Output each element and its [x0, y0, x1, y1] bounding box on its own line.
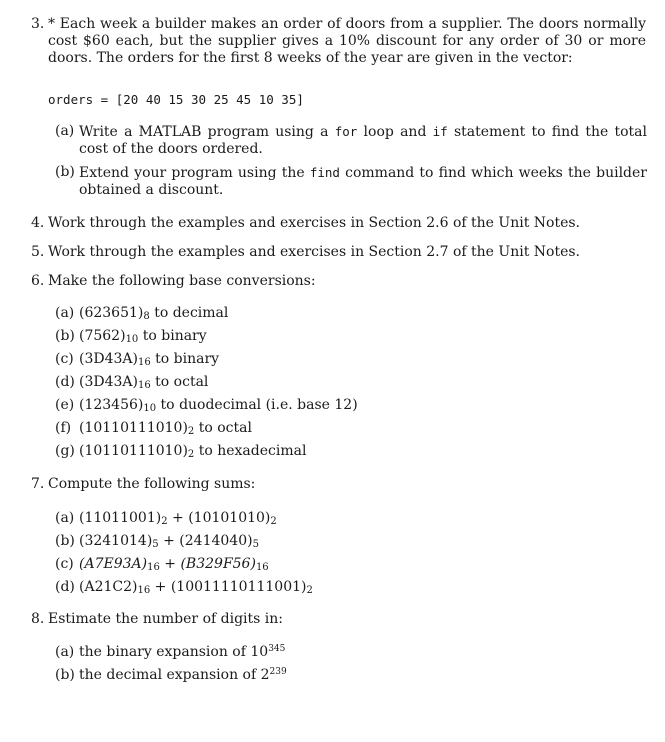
number-value: (10101010) — [188, 510, 271, 526]
problem-number: 8. — [31, 611, 45, 627]
number-value: (623651) — [79, 305, 144, 321]
number-value: (11011001) — [79, 510, 162, 526]
base-subscript: 5 — [152, 539, 159, 550]
problem-number: 6. — [31, 273, 45, 289]
subproblem-text: command to find which weeks the builder obtained a discount. — [79, 165, 648, 198]
item-text: to duodecimal (i.e. base 12) — [156, 397, 358, 413]
item-label: (b) — [55, 667, 75, 683]
base-subscript: 2 — [161, 516, 168, 527]
base-subscript: 10 — [125, 334, 139, 345]
item-text: to decimal — [149, 305, 229, 321]
item-label: (d) — [55, 579, 75, 595]
subproblem-label: (a) — [55, 123, 75, 139]
item-text: to hexadecimal — [194, 443, 307, 459]
number-value: (7562) — [79, 328, 126, 344]
base-subscript: 16 — [255, 562, 269, 573]
list-item — [55, 556, 313, 579]
base-subscript: 2 — [187, 449, 195, 460]
base-subscript: 16 — [137, 357, 151, 368]
problem-number: 4. — [31, 215, 45, 231]
plus-sign: + — [158, 533, 180, 549]
item-text: to octal — [194, 420, 252, 436]
keyword-for: for — [334, 124, 358, 139]
item-label: (c) — [55, 556, 74, 572]
list-item — [55, 351, 358, 374]
number-value: (10110111010) — [79, 420, 188, 436]
item-label: (e) — [55, 397, 75, 413]
number-value: (B329F56) — [180, 556, 256, 572]
list-item — [55, 443, 358, 466]
item-label: (d) — [55, 374, 75, 390]
item-text: the decimal expansion of — [79, 667, 261, 683]
base-subscript: 16 — [137, 380, 151, 391]
base-subscript: 16 — [137, 585, 151, 596]
base-subscript: 2 — [270, 516, 277, 527]
list-item — [55, 397, 358, 420]
problem-text: Compute the following sums: — [48, 476, 256, 492]
exponent-superscript: 239 — [269, 667, 287, 677]
item-label: (a) — [55, 305, 75, 321]
number-value: (A21C2) — [79, 579, 138, 595]
subproblem-text: statement to find the total cost of the doors ordered. — [79, 124, 648, 157]
conversion-list — [55, 305, 358, 466]
keyword-find: find — [309, 165, 340, 180]
problem-4 — [31, 215, 646, 232]
exponent-superscript: 345 — [268, 644, 286, 654]
code-vector: orders = [20 40 15 30 25 45 10 35] — [48, 92, 304, 107]
item-text: the binary expansion of — [79, 644, 251, 660]
problem-text: Work through the examples and exercises in Section 2.6 of the Unit Notes. — [48, 215, 581, 231]
problem-text: Make the following base conversions: — [48, 273, 316, 289]
problem-8 — [31, 611, 646, 628]
subproblem-3b — [55, 164, 647, 199]
number-value: (3D43A) — [79, 351, 138, 367]
plus-sign: + — [150, 579, 171, 595]
item-text: to binary — [138, 328, 207, 344]
base-subscript: 2 — [306, 585, 313, 596]
list-item — [55, 533, 313, 556]
estimate-list — [55, 644, 287, 690]
subproblem-3a — [55, 123, 647, 158]
number-value: (10110111010) — [79, 443, 188, 459]
base-subscript: 8 — [143, 311, 150, 322]
number-value: (123456) — [79, 397, 144, 413]
list-item — [55, 644, 287, 667]
subproblem-text: Write a MATLAB program using a — [79, 124, 335, 140]
power-base: 10 — [250, 644, 269, 660]
problem-number: 7. — [31, 476, 45, 492]
problem-text: * Each week a builder makes an order of doors from a supplier. The doors normally cost $60 each, but the supplier gives a 10% discount for any order of 30 or more doors. The orders for the first 8 weeks of the year are given in the vector: — [48, 16, 646, 66]
item-label: (b) — [55, 533, 75, 549]
base-subscript: 10 — [143, 403, 157, 414]
subproblem-text: loop and — [357, 124, 433, 140]
keyword-if: if — [432, 124, 448, 139]
problem-number: 3. — [31, 16, 45, 32]
problem-3 — [31, 16, 646, 67]
item-label: (f) — [55, 420, 72, 436]
problem-text: Work through the examples and exercises in Section 2.7 of the Unit Notes. — [48, 244, 581, 260]
item-label: (g) — [55, 443, 75, 459]
number-value: (2414040) — [179, 533, 253, 549]
problem-text: Estimate the number of digits in: — [48, 611, 283, 627]
base-subscript: 5 — [252, 539, 259, 550]
problem-number: 5. — [31, 244, 45, 260]
base-subscript: 16 — [147, 562, 160, 573]
item-label: (b) — [55, 328, 75, 344]
subproblem-text: Extend your program using the — [79, 165, 310, 181]
base-subscript: 2 — [187, 426, 195, 437]
plus-sign: + — [159, 556, 181, 572]
number-value: (10011110111001) — [170, 579, 307, 595]
problem-6 — [31, 273, 646, 290]
list-item — [55, 374, 358, 397]
number-value: (A7E93A) — [79, 556, 148, 572]
item-text: to binary — [150, 351, 220, 367]
list-item — [55, 579, 313, 602]
number-value: (3D43A) — [79, 374, 138, 390]
sum-list — [55, 510, 313, 602]
item-text: to octal — [150, 374, 209, 390]
item-label: (a) — [55, 510, 75, 526]
subproblem-label: (b) — [55, 164, 75, 180]
number-value: (3241014) — [79, 533, 153, 549]
item-label: (a) — [55, 644, 75, 660]
problem-7 — [31, 476, 646, 493]
list-item — [55, 420, 358, 443]
plus-sign: + — [167, 510, 189, 526]
problem-5 — [31, 244, 646, 261]
item-label: (c) — [55, 351, 74, 367]
list-item — [55, 305, 358, 328]
list-item — [55, 328, 358, 351]
power-base: 2 — [260, 667, 270, 683]
list-item — [55, 510, 313, 533]
list-item — [55, 667, 287, 690]
